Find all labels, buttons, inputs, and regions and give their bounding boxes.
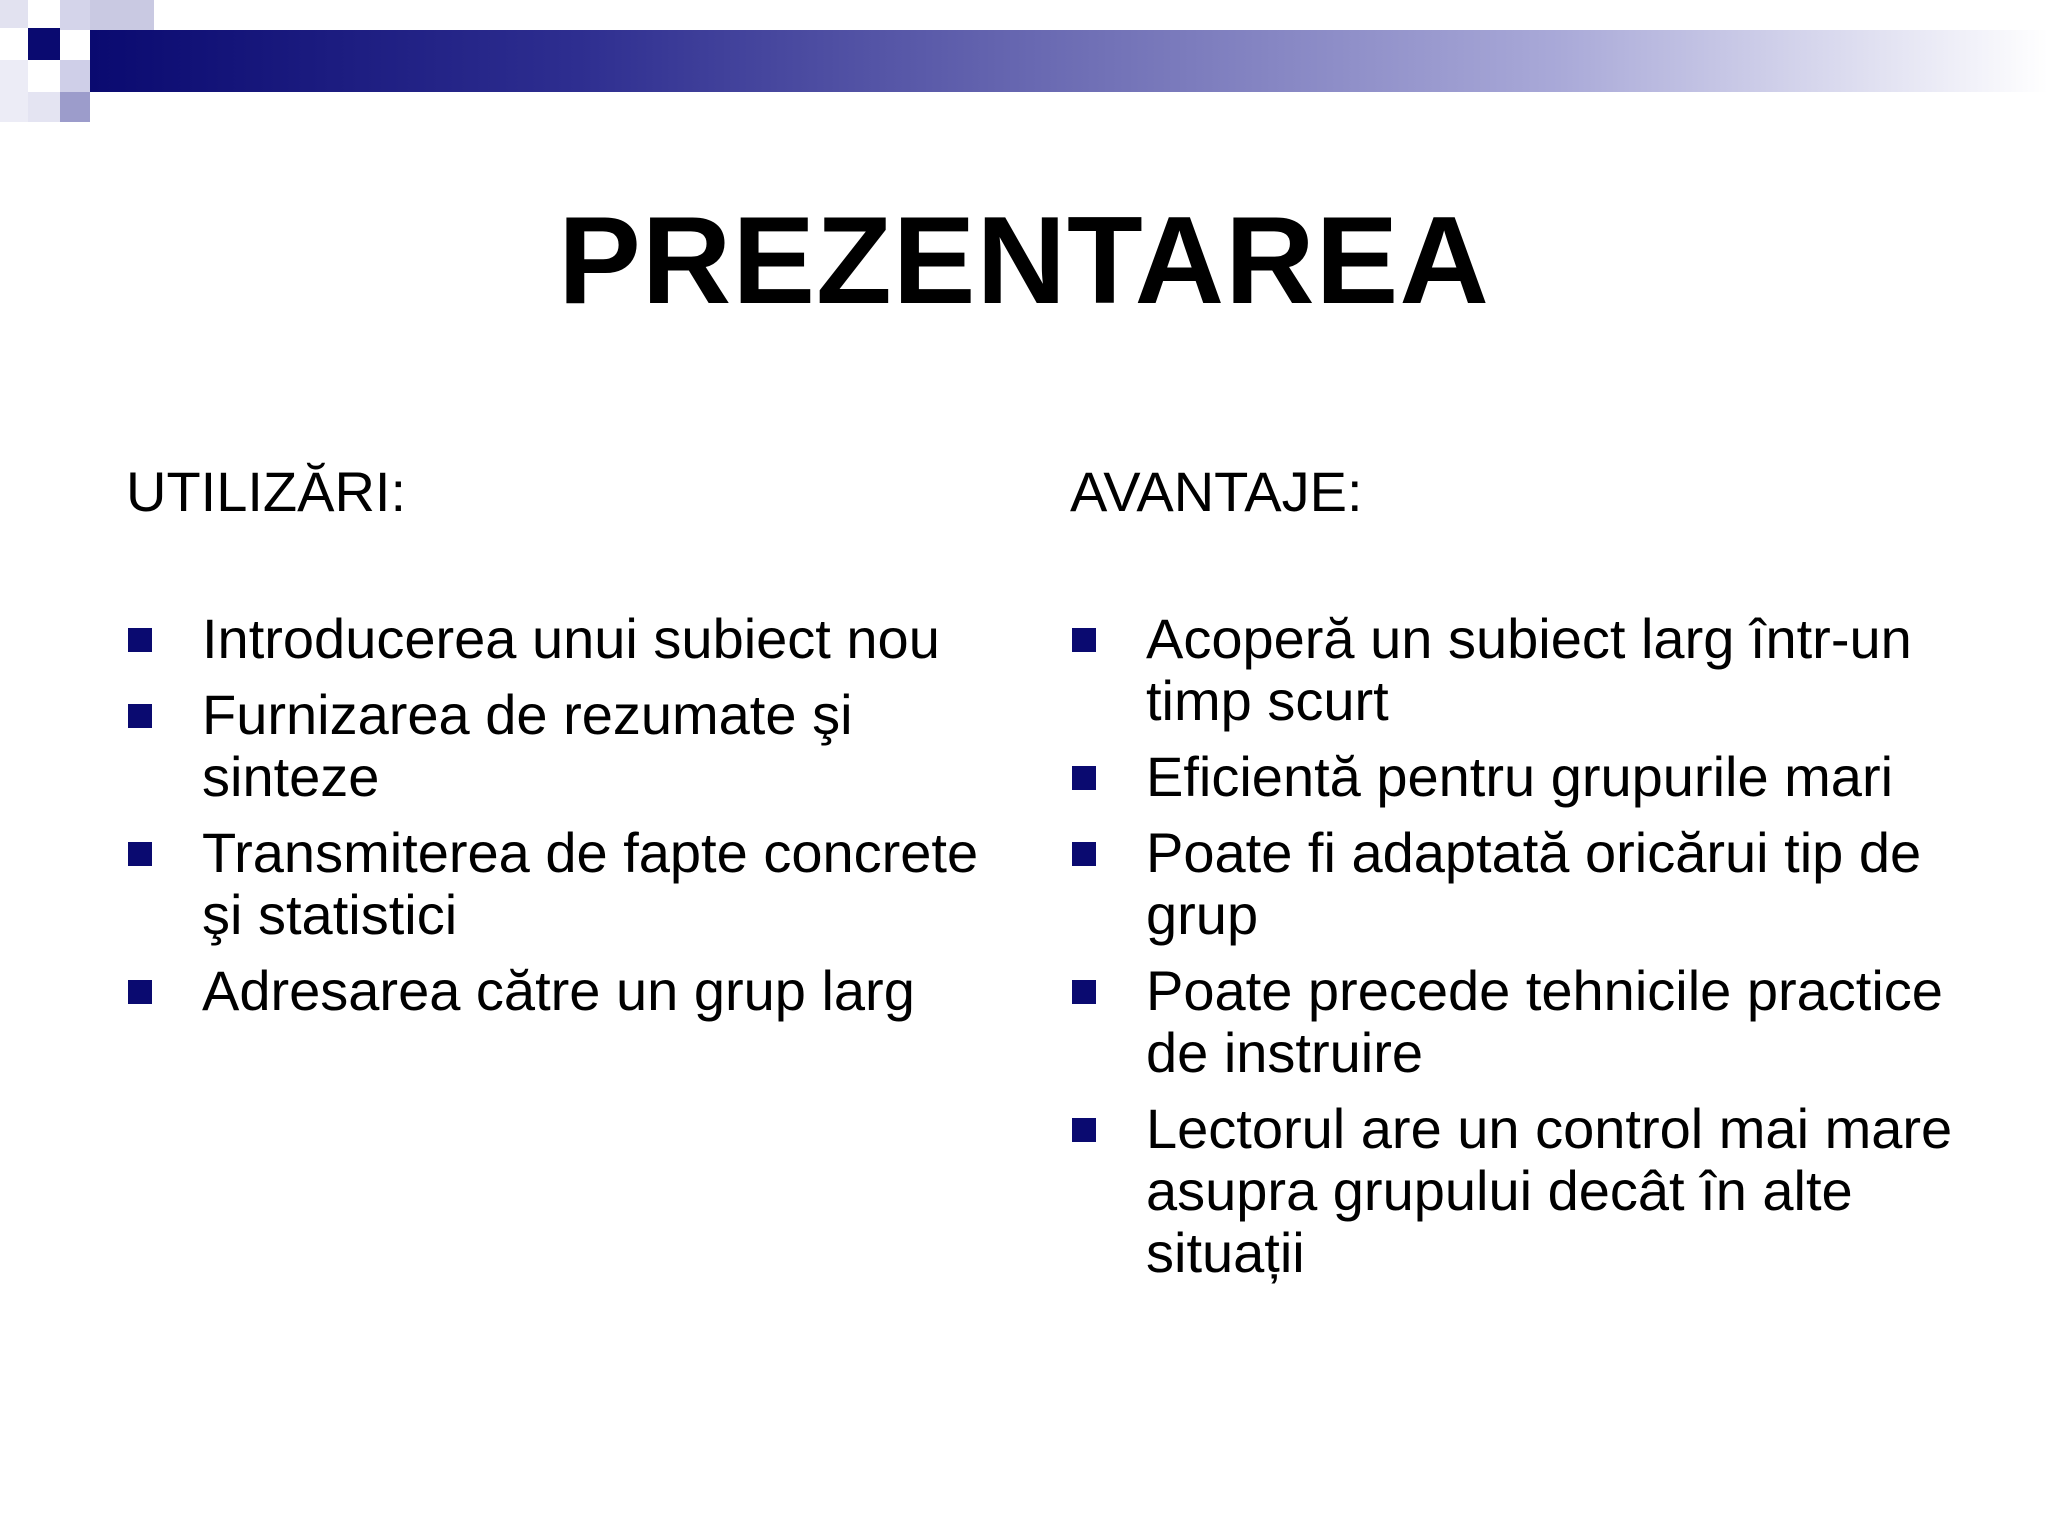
decor-square <box>60 92 90 122</box>
uses-column <box>126 460 1006 1036</box>
list-item <box>1070 608 1970 732</box>
decor-square <box>28 92 60 122</box>
list-item <box>1070 746 1970 808</box>
header-gradient-bar <box>90 30 2048 92</box>
decor-square <box>60 0 90 30</box>
advantages-column <box>1070 460 1970 1298</box>
list-item-text: Introducerea unui subiect nou <box>202 607 940 670</box>
square-bullet-icon <box>128 842 152 866</box>
square-bullet-icon <box>1072 628 1096 652</box>
list-item <box>1070 1098 1970 1284</box>
list-item-text: Poate precede tehnicile practice de instruire <box>1146 959 1943 1084</box>
square-bullet-icon <box>1072 980 1096 1004</box>
list-item-text: Transmiterea de fapte concrete şi statistici <box>202 821 979 946</box>
uses-heading: UTILIZĂRI: <box>126 460 407 523</box>
list-item-text: Acoperă un subiect larg într-un timp scurt <box>1146 607 1912 732</box>
advantages-heading: AVANTAJE: <box>1070 460 1363 523</box>
list-item-text: Furnizarea de rezumate şi sinteze <box>202 683 853 808</box>
advantages-list <box>1070 608 1970 1284</box>
square-bullet-icon <box>1072 1118 1096 1142</box>
decor-square <box>0 0 28 28</box>
square-bullet-icon <box>128 704 152 728</box>
list-item <box>1070 960 1970 1084</box>
slide-title: PREZENTAREA <box>558 192 1490 330</box>
list-item <box>126 960 1006 1022</box>
list-item-text: Poate fi adaptată oricărui tip de grup <box>1146 821 1922 946</box>
decor-square <box>60 60 90 92</box>
list-item <box>126 684 1006 808</box>
list-item <box>126 608 1006 670</box>
list-item-text: Adresarea către un grup larg <box>202 959 915 1022</box>
list-item-text: Eficientă pentru grupurile mari <box>1146 745 1894 808</box>
square-bullet-icon <box>1072 842 1096 866</box>
decor-square <box>0 60 28 122</box>
list-item-text: Lectorul are un control mai mare asupra grupului decât în alte situații <box>1146 1097 1953 1284</box>
decor-square <box>28 28 60 60</box>
uses-list <box>126 608 1006 1022</box>
list-item <box>1070 822 1970 946</box>
list-item <box>126 822 1006 946</box>
square-bullet-icon <box>1072 766 1096 790</box>
square-bullet-icon <box>128 980 152 1004</box>
square-bullet-icon <box>128 628 152 652</box>
decor-square <box>90 0 154 30</box>
